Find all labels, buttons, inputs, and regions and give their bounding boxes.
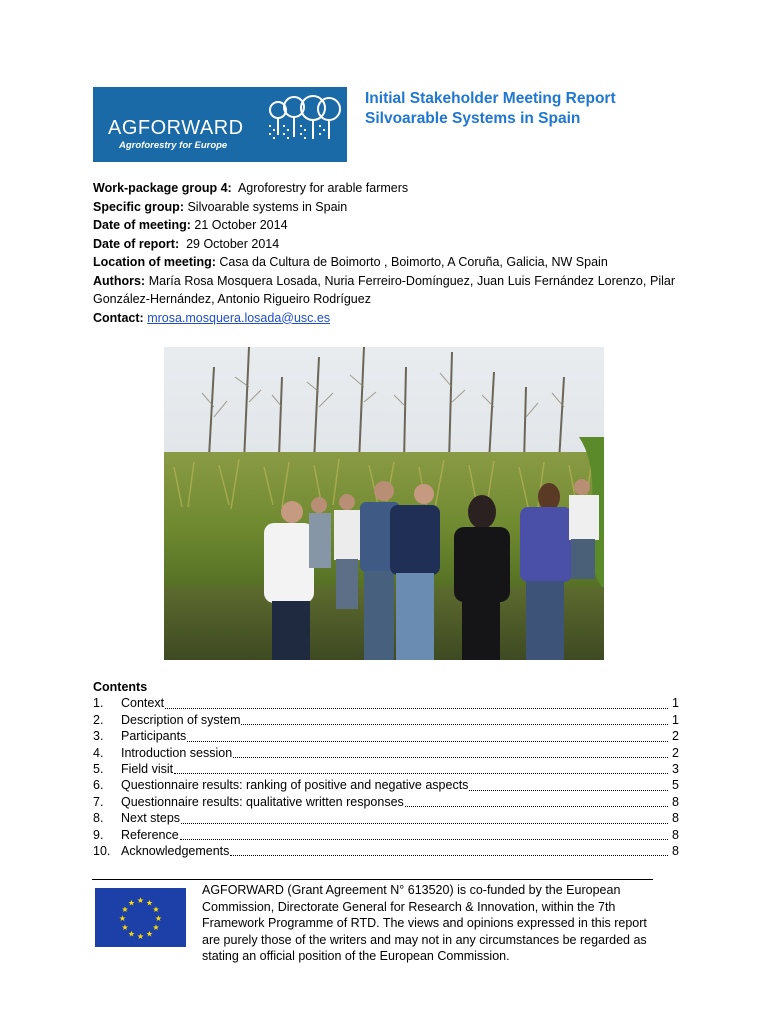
report-metadata bbox=[93, 179, 675, 327]
table-of-contents bbox=[93, 679, 679, 859]
toc-item-reference[interactable]: 9. Reference 8 bbox=[93, 827, 679, 842]
title-line-1: Initial Stakeholder Meeting Report bbox=[365, 90, 616, 107]
toc-item-context[interactable]: 1. Context 1 bbox=[93, 696, 679, 711]
svg-text:★: ★ bbox=[152, 923, 160, 932]
contact-email-link[interactable]: mrosa.mosquera.losada@usc.es bbox=[147, 310, 331, 325]
meta-work-package: Work-package group 4: Agroforestry for arable farmers bbox=[93, 181, 409, 195]
toc-item-introduction[interactable]: 4. Introduction session 2 bbox=[93, 745, 679, 760]
agforward-logo bbox=[93, 87, 347, 162]
svg-text:★: ★ bbox=[127, 929, 136, 939]
meta-contact: Contact: mrosa.mosquera.losada@usc.es bbox=[93, 310, 331, 325]
funding-statement: AGFORWARD (Grant Agreement N° 613520) is co-funded by the European Commission, Directorate General for Research & Innovation, within the 7th Framework Programme of RTD. The views and opinions expressed in this report are purely those of the writers and may not in any circumstances be regarded as stating an official position of the European Commission. bbox=[202, 883, 647, 964]
svg-text:★: ★ bbox=[145, 898, 154, 908]
trees-icon bbox=[263, 95, 343, 157]
toc-item-qualitative[interactable]: 7. Questionnaire results: qualitative written responses 8 bbox=[93, 794, 679, 809]
logo-tagline: Agroforestry for Europe bbox=[119, 140, 228, 151]
svg-text:★: ★ bbox=[154, 914, 163, 923]
logo-wordmark: AGFORWARD bbox=[108, 117, 244, 139]
svg-text:★: ★ bbox=[118, 914, 127, 923]
toc-item-field-visit[interactable]: 5. Field visit 3 bbox=[93, 762, 679, 777]
title-line-2: Silvoarable Systems in Spain bbox=[365, 110, 581, 127]
meta-date-of-report: Date of report: 29 October 2014 bbox=[93, 236, 280, 251]
toc-item-ranking[interactable]: 6. Questionnaire results: ranking of positive and negative aspects 5 bbox=[93, 778, 679, 793]
svg-text:★: ★ bbox=[121, 923, 129, 932]
svg-text:★: ★ bbox=[136, 896, 145, 905]
toc-item-acknowledgements[interactable]: 10. Acknowledgements 8 bbox=[93, 844, 679, 859]
footer-divider bbox=[92, 879, 653, 880]
eu-flag-icon bbox=[95, 888, 186, 947]
contents-heading: Contents bbox=[93, 680, 148, 694]
field-visit-photo bbox=[164, 347, 604, 660]
toc-item-participants[interactable]: 3. Participants 2 bbox=[93, 729, 679, 744]
toc-item-next-steps[interactable]: 8. Next steps 8 bbox=[93, 811, 679, 826]
meta-location: Location of meeting: Casa da Cultura de Boimorto , Boimorto, A Coruña, Galicia, NW Spain bbox=[93, 255, 608, 269]
svg-text:★: ★ bbox=[127, 898, 136, 908]
svg-text:★: ★ bbox=[152, 905, 160, 914]
toc-item-description[interactable]: 2. Description of system 1 bbox=[93, 712, 679, 727]
svg-text:★: ★ bbox=[121, 905, 129, 914]
meta-specific-group: Specific group: Silvoarable systems in Spain bbox=[93, 199, 348, 214]
meta-authors: Authors: María Rosa Mosquera Losada, Nuria Ferreiro-Domínguez, Juan Luis Fernández Lorenzo, Pilar González-Hernández, Antonio Rigueiro Rodríguez bbox=[93, 273, 675, 306]
meta-date-of-meeting: Date of meeting: 21 October 2014 bbox=[93, 218, 288, 232]
report-title bbox=[365, 89, 616, 129]
svg-text:★: ★ bbox=[136, 932, 145, 941]
svg-text:★: ★ bbox=[145, 929, 154, 939]
